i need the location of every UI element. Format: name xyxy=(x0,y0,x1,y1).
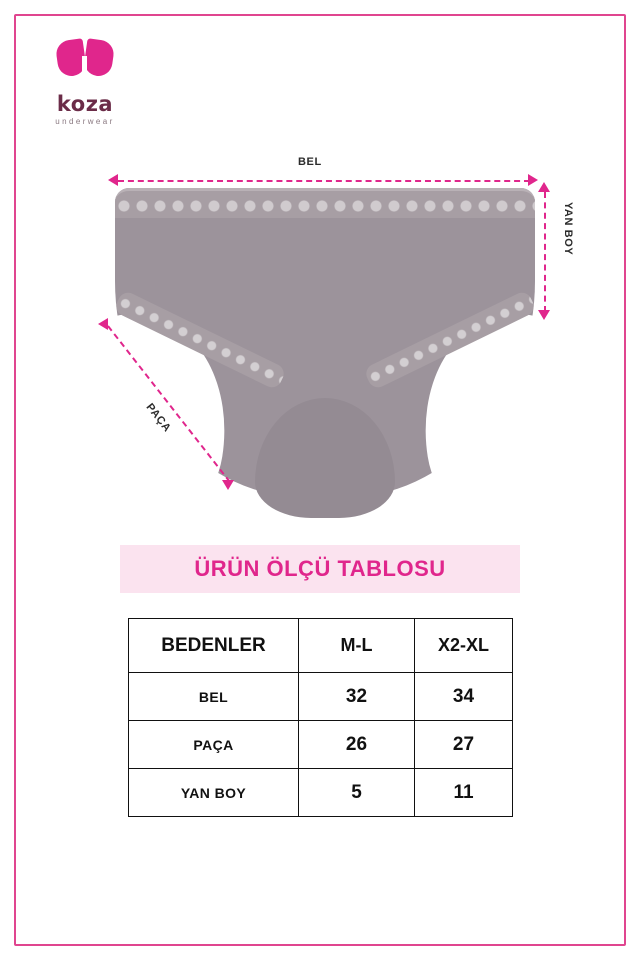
measure-label-yanboy: YAN BOY xyxy=(562,202,574,256)
brand-name: koza xyxy=(56,92,114,116)
koza-flower-logo-icon xyxy=(57,40,113,90)
table-row xyxy=(129,769,513,817)
header-bedenler: BEDENLER xyxy=(129,619,299,673)
table-row xyxy=(129,673,513,721)
measure-arrow-bel xyxy=(118,180,530,182)
size-chart-table xyxy=(128,618,513,817)
logo-stem xyxy=(82,56,87,88)
arrow-tip-yanboy-top xyxy=(538,182,550,192)
row-label-yanboy: YAN BOY xyxy=(129,769,299,817)
row-label-bel: BEL xyxy=(129,673,299,721)
arrow-tip-bel-left xyxy=(108,174,118,186)
arrow-tip-paca-top xyxy=(98,318,108,330)
measure-label-bel: BEL xyxy=(298,156,322,168)
row-label-paca: PAÇA xyxy=(129,721,299,769)
cell-yanboy-ml: 5 xyxy=(299,769,415,817)
brand-tagline: underwear xyxy=(55,117,115,126)
measure-label-paca: PAÇA xyxy=(143,401,174,435)
cell-yanboy-x2xl: 11 xyxy=(415,769,513,817)
brand-logo xyxy=(30,40,140,126)
section-title-text: ÜRÜN ÖLÇÜ TABLOSU xyxy=(194,556,446,581)
table-row xyxy=(129,721,513,769)
table-body xyxy=(129,673,513,817)
arrow-tip-yanboy-bottom xyxy=(538,310,550,320)
product-illustration xyxy=(70,150,574,540)
logo-petal-right xyxy=(83,38,116,78)
cell-paca-ml: 26 xyxy=(299,721,415,769)
panty-graphic xyxy=(115,188,535,518)
measure-arrow-yanboy xyxy=(544,192,546,312)
table-header-row xyxy=(129,619,513,673)
table-header xyxy=(129,619,513,673)
arrow-tip-bel-right xyxy=(528,174,538,186)
header-ml: M-L xyxy=(299,619,415,673)
arrow-tip-paca-bottom xyxy=(222,480,234,490)
section-title xyxy=(120,545,520,593)
lace-waistband xyxy=(115,188,535,218)
header-x2xl: X2-XL xyxy=(415,619,513,673)
cell-bel-ml: 32 xyxy=(299,673,415,721)
cell-paca-x2xl: 27 xyxy=(415,721,513,769)
cell-bel-x2xl: 34 xyxy=(415,673,513,721)
